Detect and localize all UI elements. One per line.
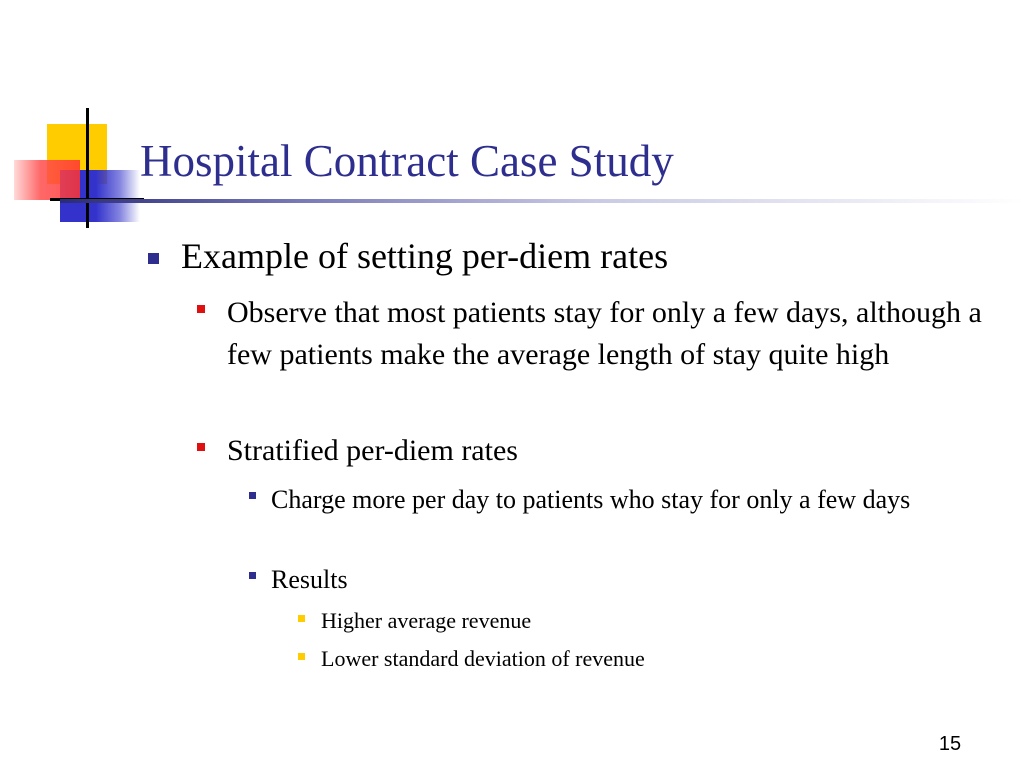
square-bullet-icon bbox=[197, 443, 205, 451]
bullet-item-level2 bbox=[197, 430, 997, 472]
bullet-item-level4 bbox=[298, 645, 998, 673]
bullet-text: Example of setting per-diem rates bbox=[181, 236, 669, 276]
square-bullet-icon bbox=[298, 653, 305, 660]
bullet-item-level3 bbox=[249, 482, 994, 518]
square-bullet-icon bbox=[148, 253, 159, 264]
bullet-text: Higher average revenue bbox=[321, 608, 532, 633]
bullet-item-level4 bbox=[298, 607, 998, 635]
bullet-text: Observe that most patients stay for only a few days, although a few patients make the average length of stay quite high bbox=[227, 296, 982, 371]
page-number: 15 bbox=[938, 733, 962, 755]
bullet-item-level1 bbox=[148, 234, 1008, 278]
bullet-text: Stratified per-diem rates bbox=[227, 434, 518, 467]
bullet-text: Lower standard deviation of revenue bbox=[321, 646, 645, 671]
square-bullet-icon bbox=[298, 615, 305, 622]
bullet-text: Charge more per day to patients who stay for only a few days bbox=[271, 485, 911, 514]
bullet-item-level2 bbox=[197, 292, 997, 376]
bullet-item-level3 bbox=[249, 562, 994, 598]
bullet-text: Results bbox=[271, 565, 348, 594]
square-bullet-icon bbox=[249, 572, 256, 579]
slide-title: Hospital Contract Case Study bbox=[140, 136, 674, 186]
square-bullet-icon bbox=[249, 492, 256, 499]
square-bullet-icon bbox=[197, 305, 205, 313]
